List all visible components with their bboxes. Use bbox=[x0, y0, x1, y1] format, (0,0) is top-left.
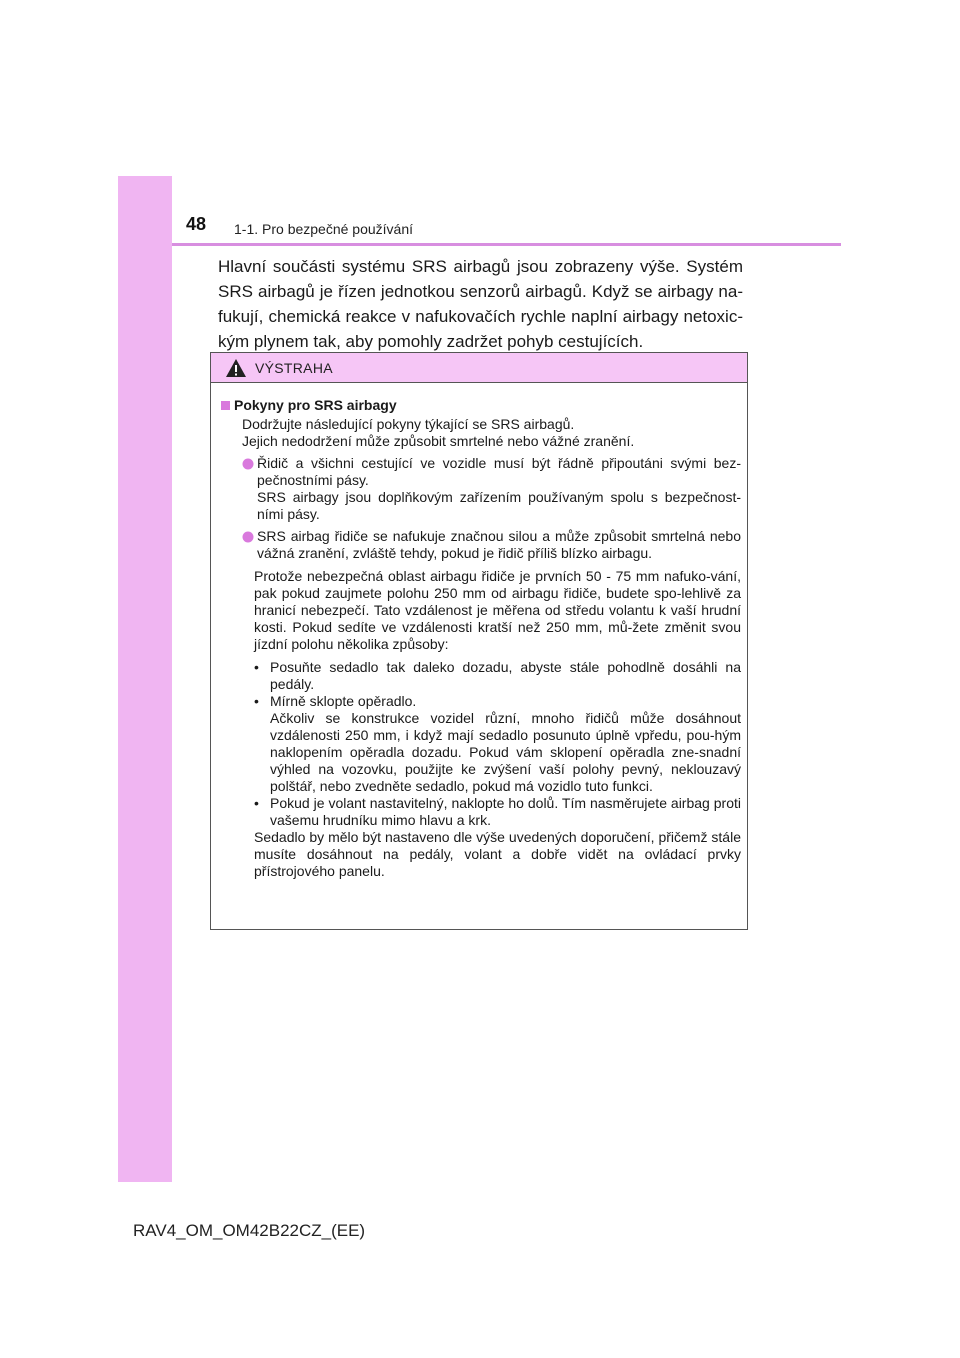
page-number: 48 bbox=[186, 214, 207, 234]
warning-label: VÝSTRAHA bbox=[255, 359, 333, 376]
bullet-item-2 bbox=[221, 528, 741, 562]
list-marker: • bbox=[254, 659, 259, 675]
square-bullet-icon bbox=[221, 401, 230, 410]
side-band bbox=[118, 176, 172, 1182]
intro-paragraph: Hlavní součásti systému SRS airbagů jsou zobrazeny výše. Systém SRS airbagů je řízen jednotkou senzorů airbagů. Když se airbagy na-fukují, chemická reakce v nafukovačích rychle naplní airbagy netoxic-kým plynem tak, aby pomohly zadržet pohyb cestujících. bbox=[218, 257, 743, 351]
list-marker: • bbox=[254, 795, 259, 811]
list-item-2-text: Ačkoliv se konstrukce vozidel různí, mnoho řidičů může dosáhnout vzdálenosti 250 mm, i když mají sedadlo posunuto úplně vpředu, pou-hým naklopením opěradla dozadu. Pokud vám sklopení opěradla zne-snadní výhled na vozovku, použijte ke zvýšení vaší polohy pevný, neklouzavý polštář, nebo zvedněte sedadlo, pokud má vozidlo tuto funkci. bbox=[270, 710, 741, 794]
bullet-2-text: SRS airbag řidiče se nafukuje značnou silou a může způsobit smrtelná nebo vážná zranění, zvláště tehdy, pokud je řidič příliš blízko airbagu. bbox=[257, 528, 741, 561]
warning-lead-2: Jejich nedodržení může způsobit smrtelné nebo vážné zranění. bbox=[242, 433, 635, 449]
circle-bullet-icon bbox=[242, 530, 254, 542]
warning-heading-text: Pokyny pro SRS airbagy bbox=[234, 397, 397, 413]
warning-subheading bbox=[221, 397, 741, 414]
circle-bullet-icon bbox=[242, 457, 254, 469]
warning-box bbox=[210, 352, 748, 930]
closing-paragraph: Sedadlo by mělo být nastaveno dle výše uvedených doporučení, přičemž stále musíte dosáhnout na pedály, volant a dobře vidět na ovládací prvky přístrojového panelu. bbox=[254, 829, 741, 879]
list-item-1-text: Posuňte sedadlo tak daleko dozadu, abyste stále pohodlně dosáhli na pedály. bbox=[270, 659, 741, 692]
list-item-1 bbox=[254, 659, 741, 693]
warning-lead-1: Dodržujte následující pokyny týkající se SRS airbagů. bbox=[242, 416, 575, 432]
distance-paragraph: Protože nebezpečná oblast airbagu řidiče je prvních 50 - 75 mm nafuko-vání, pak pokud zaujmete polohu 250 mm od airbagu řidiče, budete spo-lehlivě za hranicí nebezpečí. Tato vzdálenost je měřena od středu volantu k vaší hrudní kosti. Pokud sedíte ve vzdálenosti kratší než 250 mm, mů-žete změnit svou jízdní polohu několika způsoby: bbox=[254, 568, 741, 652]
header-rule bbox=[172, 243, 841, 246]
warning-header bbox=[211, 353, 747, 383]
list-item-3-text: Pokud je volant nastavitelný, naklopte ho dolů. Tím nasměrujete airbag proti vašemu hrudníku mimo hlavu a krk. bbox=[270, 795, 741, 828]
bullet-1-text-b: SRS airbagy jsou doplňkovým zařízením používaným spolu s bezpečnost-ními pásy. bbox=[257, 489, 741, 522]
list-item-3 bbox=[254, 795, 741, 829]
list-item-2 bbox=[254, 693, 741, 795]
list-marker: • bbox=[254, 693, 259, 709]
bullet-item-1 bbox=[221, 455, 741, 523]
warning-triangle-icon bbox=[225, 358, 247, 378]
list-item-2-title: Mírně sklopte opěradlo. bbox=[270, 693, 417, 709]
footer-code: RAV4_OM_OM42B22CZ_(EE) bbox=[133, 1221, 366, 1240]
warning-body bbox=[211, 383, 747, 880]
section-title: 1-1. Pro bezpečné používání bbox=[234, 221, 414, 237]
bullet-1-text-a: Řidič a všichni cestující ve vozidle musí být řádně připoutáni svými bez-pečnostními pásy. bbox=[257, 455, 741, 488]
